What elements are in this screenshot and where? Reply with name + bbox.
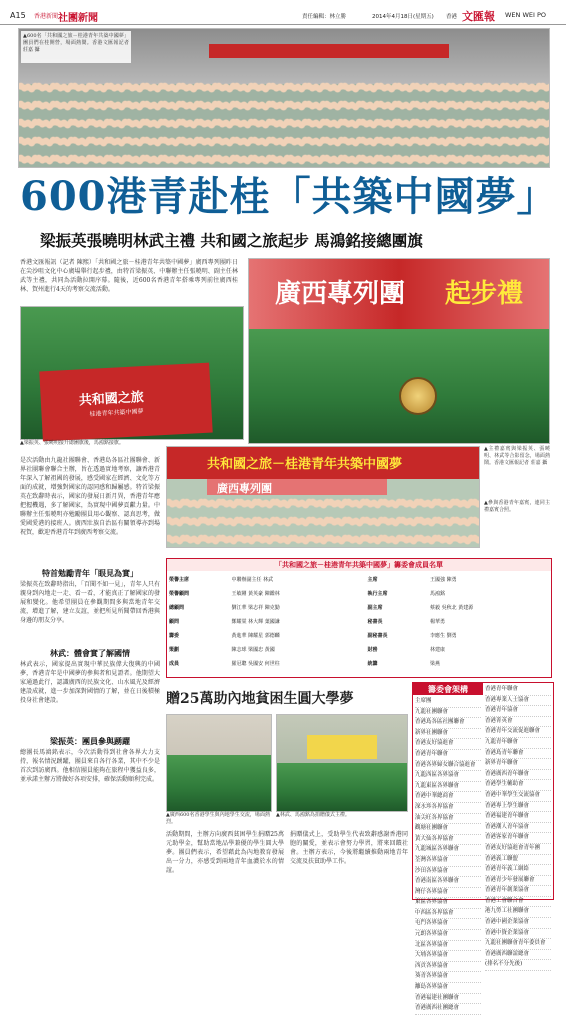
- gift-photo-1-people: [167, 755, 271, 811]
- committee-role: 副主席: [367, 605, 383, 611]
- committee-members: 劉江華 梁志祥 陳克勤: [231, 605, 280, 611]
- committee-members: 陳志球 梁國忠 黃國: [231, 647, 275, 653]
- committee-role: 副秘書長: [367, 633, 388, 639]
- brand-small: 香港新聞: [34, 13, 59, 20]
- gift-text-1: 活動期間，主辦方向廣西貧困學生捐贈25萬元助學金，幫助當地品學兼優的學生圓大學夢。團員們表示，希望藉此為內地教育發展出一分力，亦感受到兩地青年血濃於水的情誼。: [166, 831, 284, 874]
- roster-item: 香港義工聯盟: [485, 855, 551, 866]
- committee-members: 鄭耀棠 林大輝 葉國謙: [231, 619, 280, 625]
- gift-board: [307, 735, 377, 759]
- photo-caption-box: [21, 31, 131, 63]
- committee-members: 梁燕: [430, 661, 441, 667]
- section-title: 社團新聞: [58, 13, 98, 24]
- roster-item: 香港工會聯合會: [485, 897, 551, 908]
- red-flag: [39, 363, 212, 442]
- committee-role: 總顧問: [169, 605, 185, 611]
- banner-photo: [166, 446, 480, 548]
- lead-paragraph: 香港文匯報訊（記者 陳熙）「共和國之旅－桂港青年共築中國夢」廣西專列團昨日在尖沙咀文化中心廣場舉行起步禮，由特首梁振英、中聯辦主任張曉明、副主任林武等主禮，共同為活動拉開序幕。隨後，近600名香港青年搭乘專列前往廣西桂林、賀州進行4天的考察交流活動。: [20, 259, 238, 293]
- roster-item: 黃大仙各界協會: [415, 835, 481, 846]
- roster-item: 香港島各區社團聯會: [415, 718, 481, 729]
- committee-table: [167, 573, 551, 671]
- roster-item: 香港福建社團聯會: [415, 994, 481, 1005]
- date-label: 2014年4月18日(星期五): [372, 14, 434, 20]
- gx-train-text: 廣西專列團: [275, 279, 406, 309]
- committee-role: 財務: [367, 647, 378, 653]
- committee-row: [167, 573, 551, 587]
- committee-role: 策劃: [169, 647, 180, 653]
- gift-photo-2-people: [277, 763, 407, 811]
- committee-row: [167, 629, 551, 643]
- roster-item: 香港青年創業協會: [485, 886, 551, 897]
- roster-item: 新界青年聯會: [485, 759, 551, 770]
- group-photo: [18, 28, 550, 168]
- roster-item: 港九勞工社團聯會: [485, 907, 551, 918]
- subhead-2: 林武：體會實了解國情: [50, 648, 130, 658]
- roster-item: 香港友好協進會青年團: [485, 844, 551, 855]
- body-col2: 梁振英在致辭時指出，「百聞不如一見」，青年人只有親身到內地走一走、看一看，才能真正了解國家的發展和變化。他希望團員在參觀期間多與當地青年交流，增進了解，建立友誼，並把所見所聞帶回香港與身邊的朋友分享。: [20, 581, 160, 624]
- roster-item: 香港中華總商會: [415, 792, 481, 803]
- roster-item: (排名不分先後): [485, 960, 551, 971]
- roster-col2: [485, 685, 551, 968]
- roster-item: 沙田各界協會: [415, 867, 481, 878]
- committee-row: [167, 643, 551, 657]
- roster-item: 香港島青年聯會: [485, 749, 551, 760]
- committee-box: [166, 558, 552, 678]
- subhead-3: 梁振英：團員參與踴躍: [50, 736, 130, 746]
- right-top-caption: ▲主禮嘉賓與梁振英、張曉明、林武等合影留念，場面熱鬧。香港文匯報記者 莊嘉 攝: [484, 446, 550, 466]
- committee-role: 成員: [169, 661, 180, 667]
- tour-banner: [167, 447, 479, 479]
- gong-photo: [248, 258, 550, 444]
- committee-title: 「共和國之旅－桂港青年共築中國夢」籌委會成員名單: [167, 559, 551, 571]
- committee-members: 馬鴻銘: [430, 591, 446, 597]
- roster-item: 灣仔各界協會: [415, 888, 481, 899]
- roster-item: 元朗各界協會: [415, 930, 481, 941]
- roster-item: 九龍城區各界聯會: [415, 845, 481, 856]
- roster-item: 北區各界協會: [415, 941, 481, 952]
- page-number: A15: [10, 11, 26, 20]
- paper-logo: 文匯報: [462, 10, 495, 23]
- roster-item: 觀塘社團聯會: [415, 824, 481, 835]
- roster-item: 香港南區各界聯會: [415, 877, 481, 888]
- roster-item: 香港中華學生交流協會: [485, 791, 551, 802]
- paper-en: WEN WEI PO: [505, 11, 547, 19]
- committee-members: 中聯辦副主任 林武: [231, 577, 274, 583]
- body-left: [20, 456, 160, 896]
- roster-item: 香港專業人士協會: [485, 696, 551, 707]
- roster-item: 香港青年聯會: [485, 685, 551, 696]
- roster-item: 大埔各界協會: [415, 951, 481, 962]
- roster-item: 九龍東區各界聯會: [415, 782, 481, 793]
- roster-item: 香港廣西青年聯會: [485, 770, 551, 781]
- subhead-1: 特首勉勵青年「眼見為實」: [42, 568, 138, 578]
- roster-item: 香港客家青年聯會: [485, 833, 551, 844]
- committee-role: 顧問: [169, 619, 180, 625]
- committee-members: 楊華勇: [430, 619, 446, 625]
- committee-role: 籌委: [169, 633, 180, 639]
- left-photo-caption: ▲梁振英、張曉明接升總團旗後，馬鴻銘接旗。: [20, 440, 124, 446]
- gift-photo-1: [166, 714, 272, 812]
- gift-caption-1: ▲廣西600名香港學生與內地學生交流，場面熱烈。: [166, 812, 270, 825]
- roster-item: 荃灣各界協會: [415, 856, 481, 867]
- flag-photo: [20, 306, 244, 440]
- gift-text-2: 捐贈儀式上，受助學生代表致辭感謝香港同胞的關愛，並表示會努力學習，將來回饋社會。主辦方表示，今後將繼續推動兩地青年交流及扶貧助學工作。: [290, 831, 408, 865]
- roster-item: 香港學生輔助會: [485, 780, 551, 791]
- roster-item: 新界社團聯會: [415, 729, 481, 740]
- top-photo-caption: ▲600名「共和國之旅－桂港青年共築中國夢」團員們在桂開營，場面熱鬧。香港文匯報記者 莊嘉 攝: [23, 33, 129, 53]
- committee-role: 榮譽顧問: [169, 591, 190, 597]
- roster-item: 香港菁英會: [485, 717, 551, 728]
- roster-item: 油尖旺各界協會: [415, 814, 481, 825]
- roster-item: 葵青各界協會: [415, 972, 481, 983]
- roster-item: 東區各界協會: [415, 898, 481, 909]
- subhead: 梁振英張曉明林武主禮 共和國之旅起步 馬鴻銘接總團旗: [40, 231, 423, 250]
- roster-item: 香港友好協進會: [415, 739, 481, 750]
- body-col3: 林武表示，國家提出實現中華民族偉大復興的中國夢，香港青年是中國夢的參與者和見證者。他期望大家通過此行，認識廣西的民族文化、山水風光及經濟建設成就，進一步加深對國情的了解，並在日後積極投身社會建設。: [20, 661, 160, 704]
- roster-item: 香港各界婦女聯合協進會: [415, 761, 481, 772]
- committee-members: 王國強 陳勇: [430, 577, 457, 583]
- committee-role: 統籌: [367, 661, 378, 667]
- roster-title: 籌委會架構: [413, 683, 483, 695]
- committee-row: [167, 657, 551, 671]
- roster-item: 中西區各界協會: [415, 909, 481, 920]
- roster-item: 香港青年聯會: [415, 750, 481, 761]
- roster-item: 九龍社團聯會青年委員會: [485, 939, 551, 950]
- roster-item: 西貢各界協會: [415, 962, 481, 973]
- tour-banner-text: 共和國之旅－桂港青年共築中國夢: [207, 457, 403, 472]
- paper-prefix: 香港: [446, 14, 458, 20]
- committee-members: 蔡毅 吳秋北 黃建源: [430, 605, 474, 611]
- tour-sub-banner: [207, 479, 387, 495]
- roster-item: 香港廣西聯誼總會: [485, 950, 551, 961]
- roster-item: 香港青年協會: [485, 706, 551, 717]
- roster-item: 香港青少年發展聯會: [485, 876, 551, 887]
- committee-members: 林建康: [430, 647, 446, 653]
- flag-subtext: 桂港青年共築中國夢: [89, 408, 144, 418]
- roster-item: 香港青年交流促進聯會: [485, 727, 551, 738]
- committee-row: [167, 587, 551, 601]
- committee-role: 執行主席: [367, 591, 388, 597]
- roster-item: 九龍社團聯會: [415, 708, 481, 719]
- committee-role: 榮譽主席: [169, 577, 190, 583]
- officials-group: [249, 329, 549, 443]
- committee-members: 王敏剛 黃英豪 陳鑑林: [231, 591, 280, 597]
- committee-role: 主席: [367, 577, 378, 583]
- committee-row: [167, 601, 551, 615]
- banner-crowd: [167, 495, 479, 547]
- headline: 600港青赴桂「共築中國夢」: [20, 173, 558, 220]
- roster-item: 九龍西區各界協會: [415, 771, 481, 782]
- gong-icon: [399, 377, 437, 415]
- committee-role: 秘書長: [367, 619, 383, 625]
- tour-sub-text: 廣西專列團: [217, 482, 272, 495]
- page-header: [0, 8, 566, 25]
- body-col1: 是次活動由九龍社團聯會、香港島各區社團聯會、新界社團聯會聯合主辦，旨在透過實地考察，讓香港青年深入了解祖國的發展，感受國家在經濟、文化等方面的成就，增強對國家的認同感和歸屬感。特首梁振英在致辭時表示，國家的發展日新月異，香港青年應把握機遇，多了解國家，為實現中國夢貢獻力量。中聯辦主任張曉明亦勉勵團員用心觀察、認真思考，做愛國愛港的接班人。廣西壯族自治區有關領導亦到場祝賀，歡迎香港青年到廣西考察交流。: [20, 457, 160, 536]
- body-col4: 總團長馬鴻銘表示，今次活動得到社會各界大力支持，報名情況踴躍，團員來自各行各業，其中不少是首次到訪廣西。他相信團員能夠在旅程中獲益良多，並承諾主辦方將做好各項安排，確保活動順利完成。: [20, 749, 160, 783]
- roster-item: 香港青年義工網絡: [485, 865, 551, 876]
- roster-item: 主席團: [415, 697, 481, 708]
- roster-item: 香港專上學生聯會: [485, 802, 551, 813]
- committee-members: 羅冠聰 吳國安 何世柱: [231, 661, 280, 667]
- roster-item: 香港福建青年聯會: [485, 812, 551, 823]
- roster-col1: [415, 697, 481, 1012]
- gift-title: 贈25萬助內地貧困生圓大學夢: [166, 691, 354, 707]
- roster-box: [412, 682, 554, 1012]
- roster-item: 香港中國企業協會: [485, 918, 551, 929]
- roster-item: 深水埗各界協會: [415, 803, 481, 814]
- right-bottom-caption: ▲參與香港青年嘉賓，連同主禮嘉賓合照。: [484, 500, 550, 513]
- roster-item: 屯門各界協會: [415, 919, 481, 930]
- photo-red-banner: [209, 44, 449, 58]
- gift-caption-2: ▲林武、馬鴻銘為捐贈儀式主禮。: [276, 812, 350, 818]
- photo-crowd: [19, 79, 549, 167]
- gift-photo-2: [276, 714, 408, 812]
- flag-text: 共和國之旅: [78, 390, 145, 409]
- backdrop-banner: [249, 259, 549, 329]
- roster-item: 香港中資企業協會: [485, 929, 551, 940]
- committee-members: 李應生 劉勇: [430, 633, 457, 639]
- qibu-text: 起步禮: [445, 279, 524, 309]
- committee-members: 黃進華 陳耀星 郭德麟: [231, 633, 280, 639]
- committee-row: [167, 615, 551, 629]
- roster-item: 香港潮人青年協會: [485, 823, 551, 834]
- roster-item: 九龍青年聯會: [485, 738, 551, 749]
- roster-item: 離島各界協會: [415, 983, 481, 994]
- editor-label: 責任編輯：林立勝: [302, 14, 347, 20]
- roster-item: 香港廣西社團總會: [415, 1004, 481, 1015]
